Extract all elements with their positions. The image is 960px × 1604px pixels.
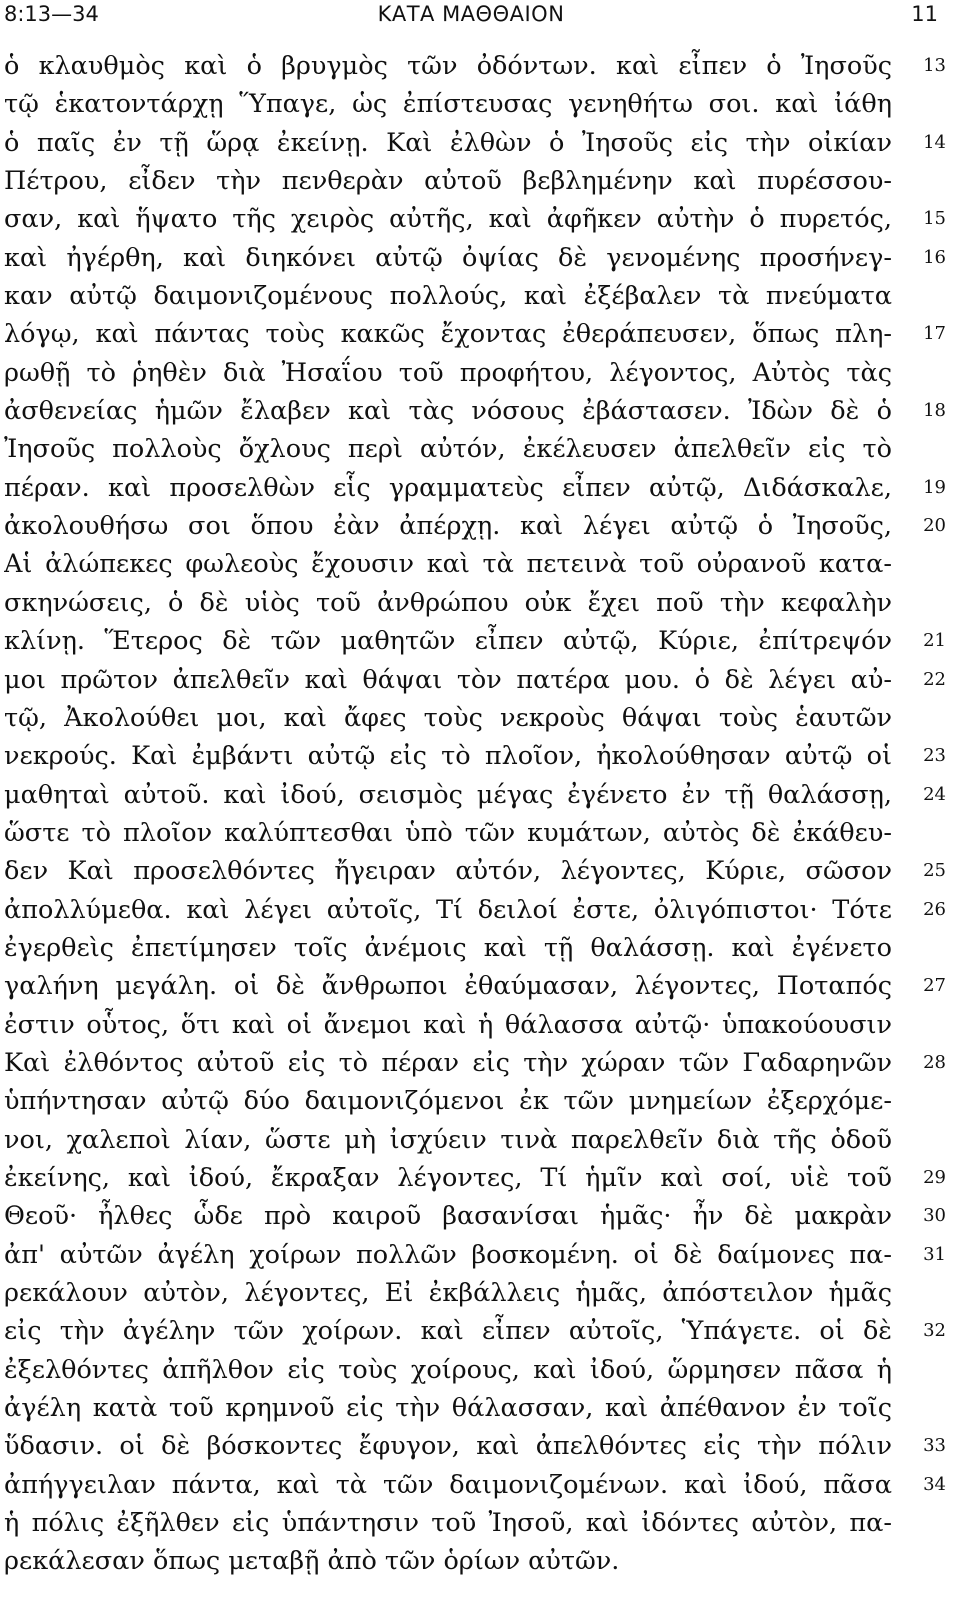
text-line	[4, 891, 954, 929]
text-line	[4, 814, 954, 852]
verse-number: 14	[923, 131, 946, 153]
text-line	[4, 469, 954, 507]
verse-number: 28	[923, 1051, 946, 1073]
page-number: 11	[911, 2, 938, 26]
verse-number: 17	[923, 323, 946, 345]
verse-number: 24	[923, 783, 946, 805]
text-line	[4, 852, 954, 890]
line-text: ἐξελθόντες ἀπῆλθον εἰς τοὺς χοίρους, καὶ ἰδού, ὥρμησεν πᾶσα ἡ	[4, 1354, 892, 1385]
line-text: ρωθῇ τὸ ῥηθὲν διὰ Ἠσαΐου τοῦ προφήτου, λέγοντος, Αὐτὸς τὰς	[4, 357, 892, 388]
verse-number: 33	[923, 1435, 946, 1457]
verse-number: 34	[923, 1473, 946, 1495]
text-line	[4, 1389, 954, 1427]
verse-number: 29	[923, 1166, 946, 1188]
line-text: νοι, χαλεποὶ λίαν, ὥστε μὴ ἰσχύειν τινὰ παρελθεῖν διὰ τῆς ὁδοῦ	[4, 1124, 892, 1155]
text-line	[4, 162, 954, 200]
line-text: Καὶ ἐλθόντος αὐτοῦ εἰς τὸ πέραν εἰς τὴν χώραν τῶν Γαδαρηνῶν	[4, 1047, 892, 1078]
line-text: Αἱ ἀλώπεκες φωλεοὺς ἔχουσιν καὶ τὰ πετεινὰ τοῦ οὐρανοῦ κατα-	[4, 549, 892, 580]
line-text: ἀπολλύμεθα. καὶ λέγει αὐτοῖς, Τί δειλοί ἐστε, ὀλιγόπιστοι· Τότε	[4, 894, 892, 925]
text-line	[4, 1121, 954, 1159]
verse-number: 31	[923, 1243, 946, 1265]
line-text: τῷ ἑκατοντάρχῃ Ὕπαγε, ὡς ἐπίστευσας γενηθήτω σοι. καὶ ἰάθη	[4, 89, 892, 120]
line-text: σκηνώσεις, ὁ δὲ υἱὸς τοῦ ἀνθρώπου οὐκ ἔχει ποῦ τὴν κεφαλὴν	[4, 587, 892, 618]
line-text: ρεκάλεσαν ὅπως μεταβῇ ἀπὸ τῶν ὁρίων αὐτῶν.	[4, 1546, 620, 1577]
line-text: ἐκείνης, καὶ ἰδού, ἔκραξαν λέγοντες, Τί ἡμῖν καὶ σοί, υἱὲ τοῦ	[4, 1162, 892, 1193]
line-text: ὥστε τὸ πλοῖον καλύπτεσθαι ὑπὸ τῶν κυμάτων, αὐτὸς δὲ ἐκάθευ-	[4, 817, 892, 848]
line-text: ὑπήντησαν αὐτῷ δύο δαιμονιζόμενοι ἐκ τῶν μνημείων ἐξερχόμε-	[4, 1086, 892, 1117]
line-text: ὁ κλαυθμὸς καὶ ὁ βρυγμὸς τῶν ὀδόντων. καὶ εἶπεν ὁ Ἰησοῦς	[4, 51, 892, 81]
text-line	[4, 200, 954, 238]
scripture-text	[4, 47, 954, 1581]
text-line	[4, 1236, 954, 1274]
text-line	[4, 545, 954, 583]
text-line	[4, 699, 954, 737]
text-line	[4, 1082, 954, 1120]
text-line	[4, 1427, 954, 1465]
text-line	[4, 1197, 954, 1235]
line-text: ἐστιν οὗτος, ὅτι καὶ οἱ ἄνεμοι καὶ ἡ θάλασσα αὐτῷ· ὑπακούουσιν	[4, 1009, 892, 1040]
text-line	[4, 1351, 954, 1389]
text-line	[4, 85, 954, 123]
text-line	[4, 1006, 954, 1044]
line-text: ἀπ' αὐτῶν ἀγέλη χοίρων πολλῶν βοσκομένη. οἱ δὲ δαίμονες πα-	[4, 1239, 892, 1270]
text-line	[4, 737, 954, 775]
text-line	[4, 1312, 954, 1350]
verse-number: 27	[923, 975, 946, 997]
line-text: καν αὐτῷ δαιμονιζομένους πολλούς, καὶ ἐξέβαλεν τὰ πνεύματα	[4, 281, 892, 312]
verse-number: 13	[923, 55, 946, 76]
verse-number: 23	[923, 745, 946, 767]
line-text: Θεοῦ· ἦλθες ὧδε πρὸ καιροῦ βασανίσαι ἡμᾶς· ἦν δὲ μακρὰν	[4, 1201, 892, 1232]
text-line	[4, 622, 954, 660]
line-text: ρεκάλουν αὐτὸν, λέγοντες, Εἰ ἐκβάλλεις ἡμᾶς, ἀπόστειλον ἡμᾶς	[4, 1278, 892, 1308]
text-line	[4, 507, 954, 545]
verse-number: 15	[923, 208, 946, 230]
verse-number: 26	[923, 898, 946, 920]
line-text: ὕδασιν. οἱ δὲ βόσκοντες ἔφυγον, καὶ ἀπελθόντες εἰς τὴν πόλιν	[4, 1431, 892, 1462]
line-text: ὁ παῖς ἐν τῇ ὥρᾳ ἐκείνῃ. Καὶ ἐλθὼν ὁ Ἰησοῦς εἰς τὴν οἰκίαν	[4, 127, 892, 158]
text-line	[4, 277, 954, 315]
line-text: ἡ πόλις ἐξῆλθεν εἰς ὑπάντησιν τοῦ Ἰησοῦ, καὶ ἰδόντες αὐτὸν, πα-	[4, 1508, 892, 1539]
line-text: κλίνῃ. Ἕτερος δὲ τῶν μαθητῶν εἶπεν αὐτῷ, Κύριε, ἐπίτρεψόν	[4, 626, 892, 657]
verse-number: 32	[923, 1320, 946, 1342]
text-line	[4, 1542, 954, 1580]
text-line	[4, 776, 954, 814]
text-line	[4, 967, 954, 1005]
text-line	[4, 392, 954, 430]
verse-number: 21	[923, 630, 946, 652]
chapter-verse-range: 8:13—34	[4, 2, 99, 26]
verse-number: 25	[923, 860, 946, 882]
line-text: πέραν. καὶ προσελθὼν εἷς γραμματεὺς εἶπεν αὐτῷ, Διδάσκαλε,	[4, 472, 892, 503]
verse-number: 20	[923, 515, 946, 537]
text-line	[4, 124, 954, 162]
line-text: τῷ, Ἀκολούθει μοι, καὶ ἄφες τοὺς νεκροὺς θάψαι τοὺς ἑαυτῶν	[4, 702, 892, 733]
line-text: ἀκολουθήσω σοι ὅπου ἐὰν ἀπέρχῃ. καὶ λέγει αὐτῷ ὁ Ἰησοῦς,	[4, 511, 892, 542]
line-text: Πέτρου, εἶδεν τὴν πενθερὰν αὐτοῦ βεβλημένην καὶ πυρέσσου-	[4, 166, 892, 197]
line-text: νεκρούς. Καὶ ἐμβάντι αὐτῷ εἰς τὸ πλοῖον, ἠκολούθησαν αὐτῷ οἱ	[4, 741, 892, 772]
book-title: ΚΑΤΑ ΜΑΘΘΑΙΟΝ	[377, 2, 565, 26]
text-line	[4, 354, 954, 392]
text-line	[4, 315, 954, 353]
line-text: καὶ ἠγέρθη, καὶ διηκόνει αὐτῷ ὀψίας δὲ γενομένης προσήνεγ-	[4, 242, 892, 273]
line-text: λόγῳ, καὶ πάντας τοὺς κακῶς ἔχοντας ἐθεράπευσεν, ὅπως πλη-	[4, 319, 892, 350]
text-line	[4, 239, 954, 277]
verse-number: 22	[923, 668, 946, 690]
line-text: Ἰησοῦς πολλοὺς ὄχλους περὶ αὐτόν, ἐκέλευσεν ἀπελθεῖν εἰς τὸ	[4, 434, 892, 465]
line-text: σαν, καὶ ἥψατο τῆς χειρὸς αὐτῆς, καὶ ἀφῆκεν αὐτὴν ὁ πυρετός,	[4, 204, 892, 235]
line-text: μοι πρῶτον ἀπελθεῖν καὶ θάψαι τὸν πατέρα μου. ὁ δὲ λέγει αὐ-	[4, 664, 892, 695]
text-line	[4, 1274, 954, 1312]
line-text: γαλήνη μεγάλη. οἱ δὲ ἄνθρωποι ἐθαύμασαν, λέγοντες, Ποταπός	[4, 971, 892, 1002]
text-line	[4, 1159, 954, 1197]
text-line	[4, 47, 954, 85]
verse-number: 16	[923, 246, 946, 268]
line-text: ἀγέλη κατὰ τοῦ κρημνοῦ εἰς τὴν θάλασσαν, καὶ ἀπέθανον ἐν τοῖς	[4, 1393, 892, 1424]
text-line	[4, 661, 954, 699]
text-line	[4, 1044, 954, 1082]
line-text: εἰς τὴν ἀγέλην τῶν χοίρων. καὶ εἶπεν αὐτοῖς, Ὑπάγετε. οἱ δὲ	[4, 1316, 892, 1347]
text-line	[4, 1466, 954, 1504]
line-text: ἀπήγγειλαν πάντα, καὶ τὰ τῶν δαιμονιζομένων. καὶ ἰδού, πᾶσα	[4, 1469, 892, 1500]
running-header	[4, 0, 938, 28]
verse-number: 19	[923, 476, 946, 498]
line-text: δεν Καὶ προσελθόντες ἤγειραν αὐτόν, λέγοντες, Κύριε, σῶσον	[4, 856, 892, 887]
text-line	[4, 929, 954, 967]
text-line	[4, 584, 954, 622]
verse-number: 18	[923, 400, 946, 422]
text-line	[4, 430, 954, 468]
line-text: ἐγερθεὶς ἐπετίμησεν τοῖς ἀνέμοις καὶ τῇ θαλάσσῃ. καὶ ἐγένετο	[4, 932, 892, 963]
verse-number: 30	[923, 1205, 946, 1227]
line-text: μαθηταὶ αὐτοῦ. καὶ ἰδού, σεισμὸς μέγας ἐγένετο ἐν τῇ θαλάσσῃ,	[4, 779, 892, 810]
line-text: ἀσθενείας ἡμῶν ἔλαβεν καὶ τὰς νόσους ἐβάστασεν. Ἰδὼν δὲ ὁ	[4, 396, 892, 427]
text-line	[4, 1504, 954, 1542]
